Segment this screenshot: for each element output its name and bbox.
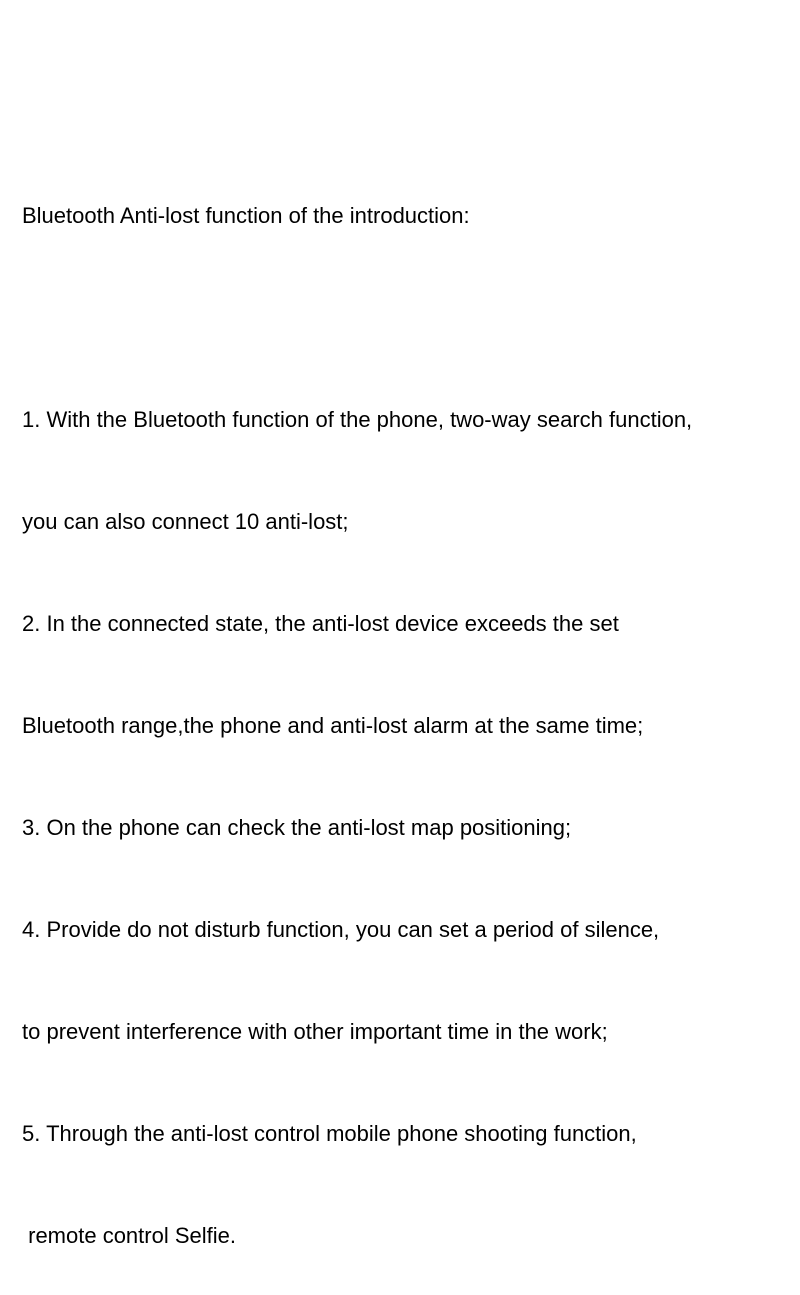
text-line-6: 4. Provide do not disturb function, you can set a period of silence, [22,917,660,942]
text-line-2: you can also connect 10 anti-lost; [22,509,349,534]
document-title: Bluetooth Anti-lost function of the introduction: [22,203,470,228]
text-line-8: 5. Through the anti-lost control mobile phone shooting function, [22,1121,637,1146]
spacer [22,301,797,351]
text-line-3: 2. In the connected state, the anti-lost device exceeds the set [22,611,619,636]
text-line-5: 3. On the phone can check the anti-lost map positioning; [22,815,572,840]
text-line-1: 1. With the Bluetooth function of the phone, two-way search function, [22,407,693,432]
text-line-9: remote control Selfie. [22,1223,236,1248]
document-body [22,147,797,1295]
text-line-4: Bluetooth range,the phone and anti-lost alarm at the same time; [22,713,644,738]
text-line-7: to prevent interference with other important time in the work; [22,1019,608,1044]
